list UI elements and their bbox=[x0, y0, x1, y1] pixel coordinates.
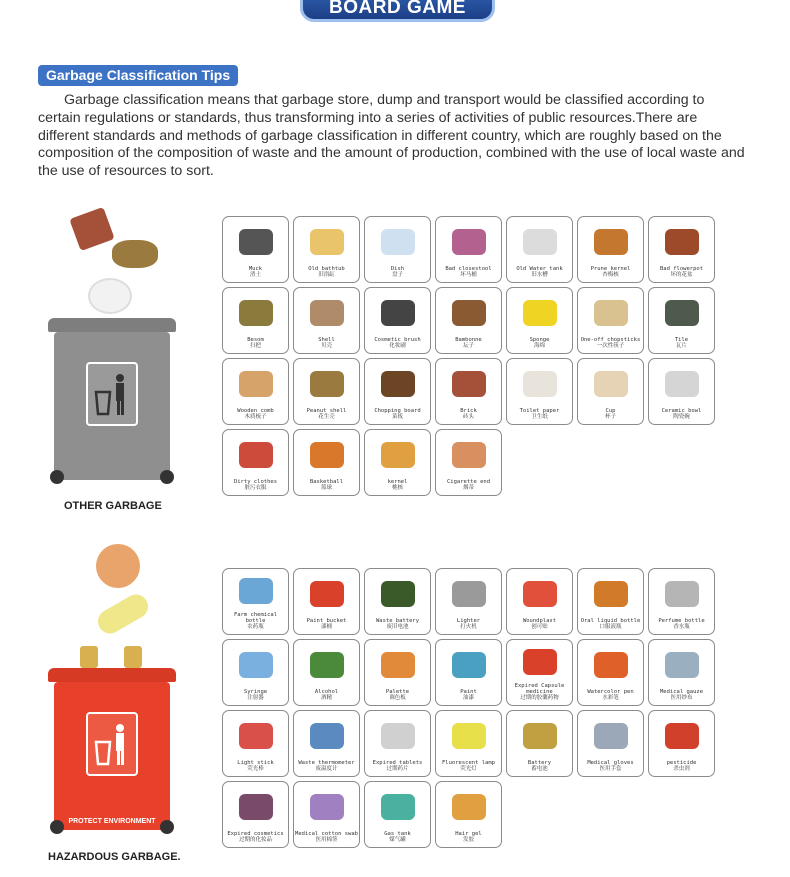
item-icon bbox=[239, 371, 273, 397]
item-card bbox=[364, 429, 431, 496]
item-icon bbox=[594, 723, 628, 749]
item-card bbox=[293, 216, 360, 283]
item-name-en: One-off chopsticks bbox=[580, 337, 641, 343]
item-name-en: Basketball bbox=[309, 479, 344, 485]
item-icon bbox=[594, 229, 628, 255]
item-icon bbox=[381, 371, 415, 397]
item-card bbox=[506, 358, 573, 425]
item-name-zh: 蓄电池 bbox=[531, 766, 548, 772]
item-picture bbox=[507, 359, 572, 408]
item-picture bbox=[365, 359, 430, 408]
item-name-zh: 卫生纸 bbox=[531, 414, 548, 420]
item-picture bbox=[507, 711, 572, 760]
item-name-zh: 医用棉签 bbox=[315, 837, 338, 843]
item-card bbox=[364, 568, 431, 635]
item-name-zh: 篮球 bbox=[320, 485, 332, 491]
item-picture bbox=[365, 711, 430, 760]
item-name-en: Expired Capsule medicine bbox=[514, 683, 565, 695]
item-name-en: Woundplast bbox=[522, 618, 557, 624]
item-icon bbox=[381, 300, 415, 326]
item-card bbox=[293, 568, 360, 635]
item-name-zh: 酒精 bbox=[320, 695, 332, 701]
hazardous-bin-text: PROTECT ENVIRONMENT bbox=[68, 818, 156, 825]
item-name-zh: 一次性筷子 bbox=[596, 343, 625, 349]
item-card bbox=[435, 358, 502, 425]
item-icon bbox=[239, 229, 273, 255]
item-name-en: Fluorescent lamp bbox=[442, 760, 495, 766]
item-name-zh: 过期药片 bbox=[386, 766, 409, 772]
item-name-en: Waste battery bbox=[375, 618, 420, 624]
item-name-zh: 杯子 bbox=[604, 414, 616, 420]
item-card bbox=[435, 781, 502, 848]
item-picture bbox=[294, 782, 359, 831]
item-name-en: Toilet paper bbox=[519, 408, 560, 414]
item-name-zh: 坏的花盆 bbox=[670, 272, 693, 278]
item-icon bbox=[239, 442, 273, 468]
item-name-en: Chopping board bbox=[374, 408, 421, 414]
item-name-en: kernel bbox=[387, 479, 408, 485]
item-name-en: Alcohol bbox=[314, 689, 339, 695]
item-icon bbox=[452, 300, 486, 326]
item-name-zh: 烟蒂 bbox=[462, 485, 474, 491]
item-name-en: Cigarette end bbox=[446, 479, 491, 485]
wheel-right bbox=[160, 470, 174, 484]
item-icon bbox=[452, 723, 486, 749]
item-card bbox=[435, 216, 502, 283]
item-name-zh: 砖头 bbox=[462, 414, 474, 420]
item-picture bbox=[436, 640, 501, 689]
item-name-zh: 调色板 bbox=[389, 695, 406, 701]
item-icon bbox=[239, 300, 273, 326]
other-garbage-grid bbox=[222, 216, 715, 496]
item-icon bbox=[239, 723, 273, 749]
item-name-en: Medical cotton swab bbox=[295, 831, 358, 837]
item-picture bbox=[436, 569, 501, 618]
item-card bbox=[648, 216, 715, 283]
item-card bbox=[222, 287, 289, 354]
item-icon bbox=[381, 652, 415, 678]
item-name-en: Lighter bbox=[456, 618, 481, 624]
item-picture bbox=[223, 217, 288, 266]
item-picture bbox=[223, 359, 288, 408]
item-card bbox=[293, 358, 360, 425]
item-card bbox=[577, 568, 644, 635]
item-name-zh: 医用手套 bbox=[599, 766, 622, 772]
item-name-en: Muck bbox=[248, 266, 263, 272]
item-icon bbox=[239, 794, 273, 820]
item-name-en: Old bathtub bbox=[308, 266, 345, 272]
item-picture bbox=[578, 217, 643, 266]
item-name-zh: 漆桶 bbox=[320, 624, 332, 630]
hazardous-bin-body bbox=[54, 682, 170, 830]
item-picture bbox=[436, 782, 501, 831]
item-picture bbox=[365, 430, 430, 479]
item-card bbox=[435, 429, 502, 496]
item-picture bbox=[294, 217, 359, 266]
item-picture bbox=[507, 288, 572, 337]
item-card bbox=[364, 358, 431, 425]
item-picture bbox=[649, 711, 714, 760]
item-name-zh: 荧光棒 bbox=[247, 766, 264, 772]
item-icon bbox=[452, 371, 486, 397]
item-name-zh: 废温度计 bbox=[315, 766, 338, 772]
lamp-illustration bbox=[94, 590, 153, 638]
item-name-en: Battery bbox=[527, 760, 552, 766]
item-picture bbox=[436, 711, 501, 760]
item-picture bbox=[294, 359, 359, 408]
item-name-en: Paint bbox=[460, 689, 477, 695]
other-garbage-bin bbox=[48, 318, 176, 490]
item-icon bbox=[523, 581, 557, 607]
item-name-zh: 打火机 bbox=[460, 624, 477, 630]
item-picture bbox=[365, 288, 430, 337]
item-picture bbox=[365, 217, 430, 266]
item-card bbox=[577, 710, 644, 777]
item-card bbox=[293, 710, 360, 777]
item-icon bbox=[594, 581, 628, 607]
peanut-illustration bbox=[112, 240, 158, 268]
wheel-left bbox=[50, 470, 64, 484]
item-name-en: Old Water tank bbox=[516, 266, 563, 272]
item-card bbox=[506, 216, 573, 283]
item-picture bbox=[223, 430, 288, 479]
item-icon bbox=[310, 300, 344, 326]
item-name-zh: 医用纱布 bbox=[670, 695, 693, 701]
item-card bbox=[222, 358, 289, 425]
item-name-zh: 盘子 bbox=[391, 272, 403, 278]
item-icon bbox=[594, 300, 628, 326]
tips-body: Garbage classification means that garbage store, dump and transport would be classified according to certain regulations or standards, thus transforming into a series of activities of public resources.There are different standards and methods of garbage classification in different country, which are roughly based on the composition of the composition of waste and the amount of production, combined with the use of local waste and the use of resources to sort. bbox=[38, 92, 745, 180]
item-name-en: Prune kernel bbox=[590, 266, 631, 272]
item-picture bbox=[223, 569, 288, 612]
item-picture bbox=[436, 288, 501, 337]
item-icon bbox=[381, 723, 415, 749]
item-name-en: Peanut shell bbox=[306, 408, 347, 414]
item-picture bbox=[507, 569, 572, 618]
item-card bbox=[577, 287, 644, 354]
item-icon bbox=[452, 794, 486, 820]
item-name-en: Waste thermometer bbox=[298, 760, 355, 766]
item-icon bbox=[665, 371, 699, 397]
item-name-zh: 油漆 bbox=[462, 695, 474, 701]
item-card bbox=[506, 287, 573, 354]
item-picture bbox=[436, 359, 501, 408]
item-name-en: Gas tank bbox=[384, 831, 411, 837]
hazardous-garbage-label: HAZARDOUS GARBAGE. bbox=[48, 851, 181, 863]
banner-title: BOARD GAME bbox=[329, 0, 466, 18]
item-card bbox=[364, 710, 431, 777]
item-icon bbox=[239, 578, 273, 604]
item-name-zh: 创可贴 bbox=[531, 624, 548, 630]
item-card bbox=[293, 429, 360, 496]
other-bin-text: PROTECT ENVIRONMENT bbox=[68, 482, 156, 489]
item-card bbox=[364, 287, 431, 354]
item-picture bbox=[365, 640, 430, 689]
item-icon bbox=[452, 442, 486, 468]
item-name-en: Expired cosmetics bbox=[227, 831, 284, 837]
item-name-en: Shell bbox=[318, 337, 335, 343]
item-name-zh: 注射器 bbox=[247, 695, 264, 701]
item-name-en: Syringe bbox=[243, 689, 268, 695]
item-card bbox=[222, 710, 289, 777]
item-picture bbox=[223, 711, 288, 760]
item-name-en: Cup bbox=[605, 408, 616, 414]
item-card bbox=[293, 781, 360, 848]
item-card bbox=[435, 568, 502, 635]
item-name-zh: 渣土 bbox=[249, 272, 261, 278]
item-picture bbox=[365, 569, 430, 618]
item-icon bbox=[523, 723, 557, 749]
item-name-en: Bad closestool bbox=[445, 266, 492, 272]
item-name-zh: 煤气罐 bbox=[389, 837, 406, 843]
other-bin-lid bbox=[48, 318, 176, 332]
item-icon bbox=[310, 723, 344, 749]
item-name-zh: 农药瓶 bbox=[247, 624, 264, 630]
item-card bbox=[648, 639, 715, 706]
item-name-en: Watercolor pen bbox=[587, 689, 634, 695]
item-card bbox=[506, 568, 573, 635]
item-name-zh: 陶瓷碗 bbox=[673, 414, 690, 420]
item-name-en: Wooden comb bbox=[237, 408, 274, 414]
item-name-en: Oral liquid bottle bbox=[580, 618, 641, 624]
item-name-zh: 香水瓶 bbox=[673, 624, 690, 630]
item-icon bbox=[381, 229, 415, 255]
item-icon bbox=[665, 652, 699, 678]
item-name-en: Brick bbox=[460, 408, 477, 414]
item-picture bbox=[578, 359, 643, 408]
item-picture bbox=[365, 782, 430, 831]
item-card bbox=[222, 781, 289, 848]
hazardous-bin-lid bbox=[48, 668, 176, 682]
item-card bbox=[222, 568, 289, 635]
item-card bbox=[222, 216, 289, 283]
item-card bbox=[435, 710, 502, 777]
item-card bbox=[648, 358, 715, 425]
trash-icon bbox=[86, 362, 138, 426]
item-card bbox=[577, 639, 644, 706]
item-name-zh: 化妆刷 bbox=[389, 343, 406, 349]
item-picture bbox=[294, 711, 359, 760]
item-name-zh: 海绵 bbox=[533, 343, 545, 349]
item-name-en: Farm chemical bottle bbox=[233, 612, 278, 624]
item-icon bbox=[239, 652, 273, 678]
item-name-zh: 坛子 bbox=[462, 343, 474, 349]
item-name-en: Palette bbox=[385, 689, 410, 695]
item-name-en: Cosmetic brush bbox=[374, 337, 421, 343]
item-icon bbox=[594, 371, 628, 397]
item-name-zh: 荧光灯 bbox=[460, 766, 477, 772]
item-name-en: Bambonne bbox=[455, 337, 482, 343]
item-name-zh: 杀虫剂 bbox=[673, 766, 690, 772]
item-picture bbox=[223, 640, 288, 689]
item-picture bbox=[436, 430, 501, 479]
item-picture bbox=[436, 217, 501, 266]
item-card bbox=[293, 287, 360, 354]
dish-illustration bbox=[88, 278, 132, 314]
item-name-zh: 坏马桶 bbox=[460, 272, 477, 278]
item-picture bbox=[649, 569, 714, 618]
palette-illustration bbox=[96, 544, 140, 588]
item-card bbox=[435, 639, 502, 706]
other-bin-body bbox=[54, 332, 170, 489]
item-name-zh: 水彩笔 bbox=[602, 695, 619, 701]
item-name-zh: 花生壳 bbox=[318, 414, 335, 420]
item-icon bbox=[310, 794, 344, 820]
item-picture bbox=[649, 288, 714, 337]
item-picture bbox=[578, 711, 643, 760]
item-icon bbox=[452, 581, 486, 607]
item-card bbox=[506, 639, 573, 706]
item-name-en: Medical gauze bbox=[659, 689, 704, 695]
item-name-zh: 旧浴缸 bbox=[318, 272, 335, 278]
item-name-en: Expired tablets bbox=[372, 760, 423, 766]
item-icon bbox=[310, 581, 344, 607]
item-icon bbox=[665, 581, 699, 607]
item-picture bbox=[223, 288, 288, 337]
item-card bbox=[435, 287, 502, 354]
item-icon bbox=[665, 229, 699, 255]
item-icon bbox=[310, 442, 344, 468]
item-name-en: Ceramic bowl bbox=[661, 408, 702, 414]
item-icon bbox=[594, 652, 628, 678]
item-picture bbox=[649, 217, 714, 266]
item-picture bbox=[578, 640, 643, 689]
item-picture bbox=[578, 569, 643, 618]
item-name-zh: 瓦片 bbox=[675, 343, 687, 349]
item-icon bbox=[523, 371, 557, 397]
item-picture bbox=[294, 569, 359, 618]
item-card bbox=[222, 639, 289, 706]
item-icon bbox=[665, 723, 699, 749]
wheel-left bbox=[50, 820, 64, 834]
item-name-zh: 过期的胶囊药物 bbox=[520, 695, 559, 701]
item-picture bbox=[294, 640, 359, 689]
item-picture bbox=[507, 217, 572, 266]
item-name-en: Sponge bbox=[529, 337, 550, 343]
item-name-en: pesticide bbox=[666, 760, 697, 766]
item-icon bbox=[310, 371, 344, 397]
item-name-en: Hair gel bbox=[455, 831, 482, 837]
item-icon bbox=[310, 652, 344, 678]
item-card bbox=[364, 639, 431, 706]
item-name-zh: 脏污衣服 bbox=[244, 485, 267, 491]
item-card bbox=[222, 429, 289, 496]
item-picture bbox=[649, 359, 714, 408]
wheel-right bbox=[160, 820, 174, 834]
item-picture bbox=[294, 288, 359, 337]
item-name-en: Paint bucket bbox=[306, 618, 347, 624]
item-name-zh: 桃核 bbox=[391, 485, 403, 491]
item-name-en: Perfume bottle bbox=[658, 618, 705, 624]
battery-illustration-2 bbox=[124, 646, 142, 668]
item-name-en: Besom bbox=[247, 337, 264, 343]
brick-illustration bbox=[69, 207, 114, 251]
board-game-banner bbox=[300, 0, 495, 22]
item-name-zh: 杏梅核 bbox=[602, 272, 619, 278]
item-card bbox=[506, 710, 573, 777]
trash-icon bbox=[86, 712, 138, 776]
item-name-en: Tile bbox=[674, 337, 689, 343]
item-name-en: Dish bbox=[390, 266, 405, 272]
hazardous-garbage-bin bbox=[48, 668, 176, 840]
item-icon bbox=[523, 229, 557, 255]
item-card bbox=[648, 287, 715, 354]
item-card bbox=[293, 639, 360, 706]
item-picture bbox=[507, 640, 572, 683]
item-icon bbox=[452, 229, 486, 255]
item-card bbox=[364, 216, 431, 283]
item-card bbox=[577, 216, 644, 283]
other-garbage-label: OTHER GARBAGE bbox=[64, 500, 162, 512]
item-icon bbox=[452, 652, 486, 678]
battery-illustration bbox=[80, 646, 98, 668]
tips-title: Garbage Classification Tips bbox=[38, 65, 238, 86]
item-icon bbox=[665, 300, 699, 326]
item-icon bbox=[523, 300, 557, 326]
item-picture bbox=[578, 288, 643, 337]
item-card bbox=[577, 358, 644, 425]
item-name-en: Medical gloves bbox=[587, 760, 634, 766]
item-icon bbox=[381, 794, 415, 820]
item-icon bbox=[523, 649, 557, 675]
item-name-zh: 扫把 bbox=[249, 343, 261, 349]
hazardous-garbage-grid bbox=[222, 568, 715, 848]
item-icon bbox=[310, 229, 344, 255]
item-name-en: Light stick bbox=[237, 760, 274, 766]
item-name-zh: 菜板 bbox=[391, 414, 403, 420]
item-name-zh: 过期的化妆品 bbox=[238, 837, 272, 843]
item-icon bbox=[381, 442, 415, 468]
item-name-zh: 口服液瓶 bbox=[599, 624, 622, 630]
item-name-zh: 废旧电池 bbox=[386, 624, 409, 630]
item-icon bbox=[381, 581, 415, 607]
item-name-zh: 发胶 bbox=[462, 837, 474, 843]
item-picture bbox=[223, 782, 288, 831]
item-name-en: Bad flowerpot bbox=[659, 266, 704, 272]
item-picture bbox=[294, 430, 359, 479]
item-card bbox=[364, 781, 431, 848]
item-name-en: Dirty clothes bbox=[233, 479, 278, 485]
item-card bbox=[648, 568, 715, 635]
item-name-zh: 旧水槽 bbox=[531, 272, 548, 278]
item-card bbox=[648, 710, 715, 777]
item-name-zh: 贝壳 bbox=[320, 343, 332, 349]
item-name-zh: 木质梳子 bbox=[244, 414, 267, 420]
item-picture bbox=[649, 640, 714, 689]
